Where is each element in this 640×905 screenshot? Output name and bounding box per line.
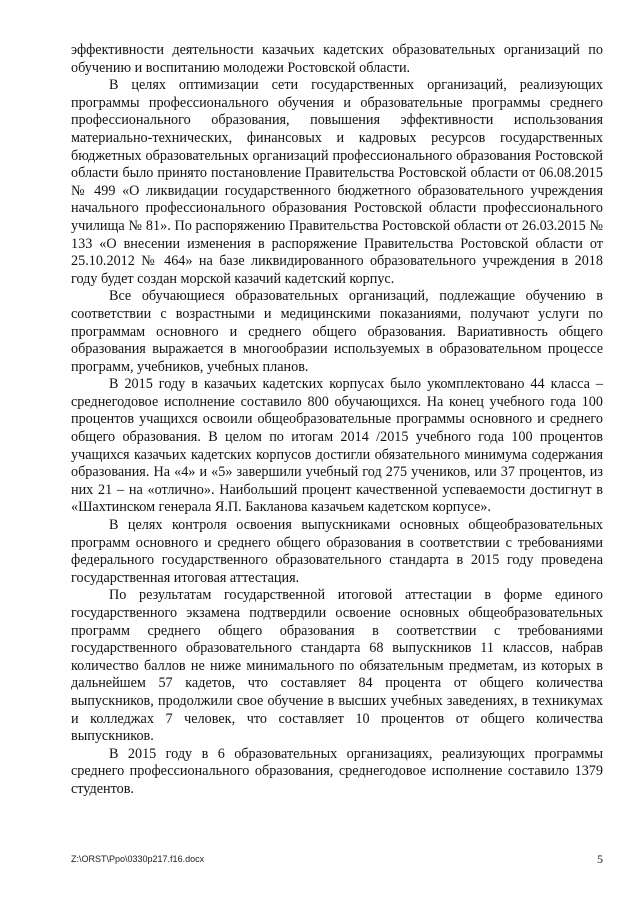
paragraph-vocational-education: В 2015 году в 6 образовательных организациях, реализующих программы среднего профессионального образования, среднегодовое исполнение составило 1379 студентов. xyxy=(71,745,603,797)
paragraph-network-optimization: В целях оптимизации сети государственных организаций, реализующих программы профессионального обучения и образовательные программы среднего профессионального образования, повышения эффективности использования материально-технических, финансовых и кадровых ресурсов государственных бюджетных образовательных организаций профессионального образования Ростовской области было принято постановление Правительства Ростовской области от 06.08.2015 № 499 «О ликвидации государственного бюджетного образовательного учреждения начального профессионального образования Ростовской области профессионального училища № 81». По распоряжению Правительства Ростовской области от 26.03.2015 № 133 «О внесении изменения в распоряжение Правительства Ростовской области от 25.10.2012 № 464» на базе ликвидированного образовательного учреждения в 2018 году будет создан морской казачий кадетский корпус. xyxy=(71,77,603,287)
document-body xyxy=(71,42,603,799)
paragraph-general-education: Все обучающиеся образовательных организаций, подлежащие обучению в соответствии с возрастными и медицинскими показаниями, получают услуги по программам основного и среднего общего образования. Вариативность общего образования выражается в многообразии используемых в образовательном процессе программ, учебников, учебных планов. xyxy=(71,288,603,375)
page-number: 5 xyxy=(597,852,603,866)
footer-file-path: Z:\ORST\Ppo\0330p217.f16.docx xyxy=(71,854,205,864)
paragraph-final-attestation: В целях контроля освоения выпускниками основных общеобразовательных программ основного и среднего общего образования в соответствии с требованиями федерального государственного образовательного стандарта в 2015 году проведена государственная итоговая аттестация. xyxy=(71,517,603,586)
paragraph-cadet-corps-results: В 2015 году в казачьих кадетских корпусах было укомплектовано 44 класса – среднегодовое исполнение составило 800 обучающихся. На конец учебного года 100 процентов учащихся освоили общеобразовательные программы основного и среднего общего образования. В целом по итогам 2014 /2015 учебного года 100 процентов учащихся казачьих кадетских корпусов достигли обязательного минимума содержания образования. На «4» и «5» завершили учебный год 275 учеников, или 37 процентов, из них 21 – на «отлично». Наибольший процент качественной успеваемости достигнут в «Шахтинском генерала Я.П. Бакланова казачьем кадетском корпусе». xyxy=(71,376,603,516)
paragraph-continuation: эффективности деятельности казачьих кадетских образовательных организаций по обучению и воспитанию молодежи Ростовской области. xyxy=(71,42,603,76)
paragraph-exam-results: По результатам государственной итоговой аттестации в форме единого государственного экзамена подтвердили освоение основных общеобразовательных программ среднего общего образования в соответствии с требованиями государственного образовательного стандарта 68 выпускников 11 классов, набрав количество баллов не ниже минимального по обязательным предметам, из которых в дальнейшем 57 кадетов, что составляет 84 процента от общего количества выпускников, продолжили свое обучение в высших учебных заведениях, в техникумах и колледжах 7 человек, что составляет 10 процентов от общего количества выпускников. xyxy=(71,587,603,745)
